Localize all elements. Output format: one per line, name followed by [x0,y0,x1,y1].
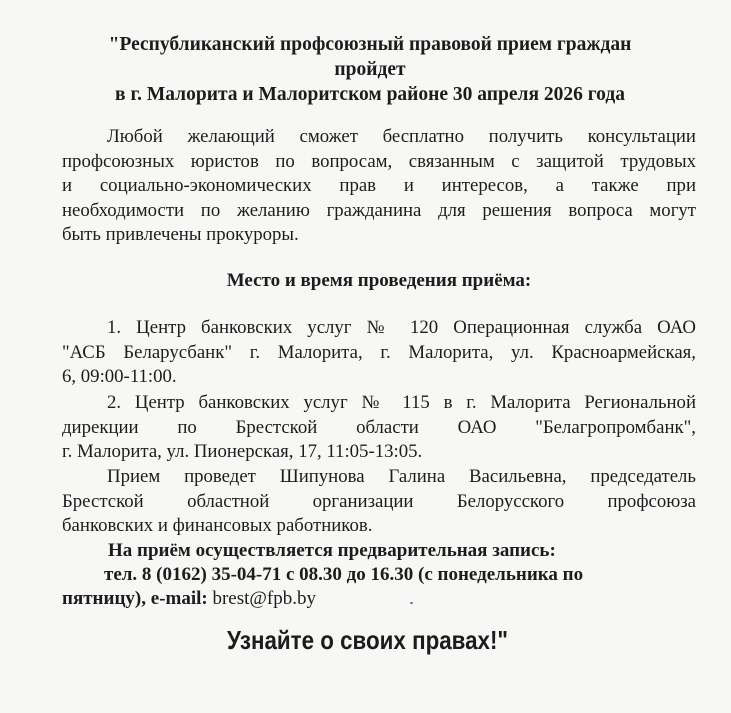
host-line: Прием проведет Шипунова Галина Васильевна, председатель [107,466,696,487]
intro-line: Любой желающий сможет бесплатно получить консультации [107,126,696,147]
section-title: Место и время проведения приёма: [226,270,532,291]
item-line: 1. Центр банковских услуг № 120 Операционная служба ОАО [107,317,696,338]
ink-dot [410,602,413,604]
title-line-1: "Республиканский профсоюзный правовой прием граждан [108,34,632,55]
intro-paragraph [62,125,696,248]
booking-phone: тел. 8 (0162) 35-04-71 с 08.30 до 16.30 (с понедельника по [104,564,584,585]
slogan: Узнайте о своих правах!" [227,625,509,655]
location-item-1 [62,316,696,390]
item-line: г. Малорита, ул. Пионерская, 17, 11:05-13:05. [62,441,423,462]
booking-line-1: На приём осуществляется предварительная запись: [108,540,556,561]
intro-line: профсоюзных юристов по вопросам, связанным с защитой трудовых [62,150,696,172]
intro-line: необходимости по желанию гражданина для решения вопроса могут [62,199,696,221]
item-line: дирекции по Брестской области ОАО "Белагропромбанк", [62,416,696,438]
host-line: банковских и финансовых работников. [62,515,373,536]
booking-info [62,539,696,611]
host-paragraph [62,465,696,539]
item-line: 6, 09:00-11:00. [62,366,177,387]
location-item-2 [62,391,696,465]
intro-line: и социально-экономических прав и интересов, а также при [62,175,696,196]
host-line: Брестской областной организации Белорусского профсоюза [62,490,696,512]
email-link[interactable]: brest@fpb.by [212,588,316,609]
title-line-2: пройдет [334,59,406,80]
document-title [70,32,670,107]
intro-line: быть привлечены прокуроры. [62,224,299,245]
item-line: "АСБ Беларусбанк" г. Малорита, г. Малорита, ул. Красноармейская, [62,341,696,363]
item-line: 2. Центр банковских услуг № 115 в г. Малорита Региональной [107,392,696,413]
booking-line-3 [62,588,316,609]
title-line-3: в г. Малорита и Малоритском районе 30 апреля 2026 года [115,84,625,105]
email-label: пятницу), e-mail: [62,588,208,609]
